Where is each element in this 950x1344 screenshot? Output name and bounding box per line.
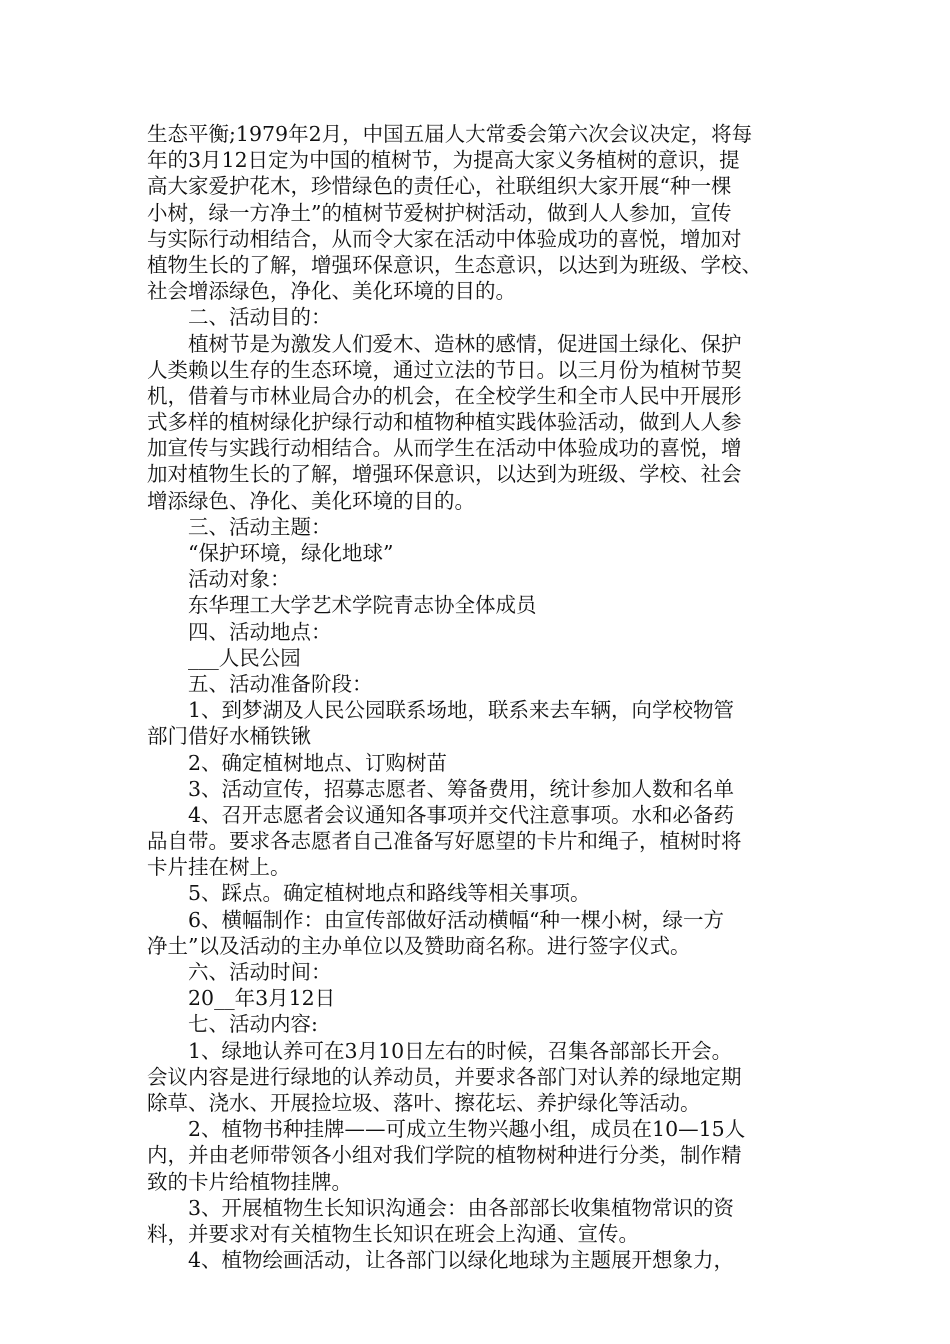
text-line: 小树，绿一方净土”的植树节爱树护树活动，做到人人参加，宣传 — [147, 200, 732, 225]
text-line: 植树节是为激发人们爱木、造林的感情，促进国土绿化、保护 — [147, 331, 742, 356]
text-line: 四、活动地点： — [147, 619, 332, 644]
text-line: 七、活动内容: — [147, 1012, 318, 1037]
document-body — [147, 121, 827, 1273]
text-line: 3、活动宣传，招募志愿者、筹备费用，统计参加人数和名单 — [147, 776, 735, 801]
text-line: 20__年3月12日 — [147, 986, 336, 1011]
text-line: 除草、浇水、开展捡垃圾、落叶、擦花坛、养护绿化等活动。 — [147, 1090, 701, 1115]
text-line: 6、横幅制作：由宣传部做好活动横幅“种一棵小树，绿一方 — [147, 907, 725, 932]
text-line: 1、到梦湖及人民公园联系场地，联系来去车辆，向学校物管 — [147, 698, 735, 723]
text-line: 二、活动目的： — [147, 305, 332, 330]
text-line: 4、召开志愿者会议通知各事项并交代注意事项。水和必备药 — [147, 802, 735, 827]
text-line: 料，并要求对有关植物生长知识在班会上沟通、宣传。 — [147, 1221, 639, 1246]
text-line: 高大家爱护花木，珍惜绿色的责任心，社联组织大家开展“种一棵 — [147, 174, 732, 199]
text-line: 内，并由老师带领各小组对我们学院的植物树种进行分类，制作精 — [147, 1143, 742, 1168]
text-line: 品自带。要求各志愿者自己准备写好愿望的卡片和绳子，植树时将 — [147, 829, 742, 854]
text-line: ___人民公园 — [147, 645, 301, 670]
text-line: 人类赖以生存的生态环境，通过立法的节日。以三月份为植树节契 — [147, 357, 742, 382]
text-line: 五、活动准备阶段： — [147, 671, 373, 696]
text-line: 东华理工大学艺术学院青志协全体成员 — [147, 593, 537, 618]
text-line: 社会增添绿色，净化、美化环境的目的。 — [147, 279, 516, 304]
text-line: 机，借着与市林业局合办的机会，在全校学生和全市人民中开展形 — [147, 383, 742, 408]
text-line: 卡片挂在树上。 — [147, 855, 291, 880]
text-line: 增添绿色、净化、美化环境的目的。 — [147, 488, 475, 513]
text-line: 活动对象： — [147, 567, 291, 592]
text-line: 加宣传与实践行动相结合。从而学生在活动中体验成功的喜悦，增 — [147, 436, 742, 461]
text-line: 六、活动时间： — [147, 960, 332, 984]
text-line: 致的卡片给植物挂牌。 — [147, 1169, 352, 1194]
text-line: 三、活动主题： — [147, 514, 332, 539]
text-line: 植物生长的了解，增强环保意识，生态意识，以达到为班级、学校、 — [147, 252, 762, 277]
text-line: 式多样的植树绿化护绿行动和植物种植实践体验活动，做到人人参 — [147, 410, 742, 435]
text-line: 部门借好水桶铁锹 — [147, 724, 311, 749]
text-line: 4、植物绘画活动，让各部门以绿化地球为主题展开想象力， — [147, 1248, 735, 1273]
text-line: 5、踩点。确定植树地点和路线等相关事项。 — [147, 881, 591, 906]
text-line: “保护环境，绿化地球” — [147, 541, 394, 565]
text-line: 生态平衡;1979年2月，中国五届人大常委会第六次会议决定，将每 — [147, 122, 753, 146]
text-line: 1、绿地认养可在3月10日左右的时候，召集各部部长开会。 — [147, 1038, 733, 1063]
text-line: 2、植物书种挂牌——可成立生物兴趣小组，成员在10—15人 — [147, 1117, 746, 1142]
text-line: 加对植物生长的了解，增强环保意识，以达到为班级、学校、社会 — [147, 462, 742, 487]
text-line: 与实际行动相结合，从而令大家在活动中体验成功的喜悦，增加对 — [147, 226, 742, 251]
text-line: 年的3月12日定为中国的植树节，为提高大家义务植树的意识，提 — [147, 148, 740, 173]
text-line: 净土”以及活动的主办单位以及赞助商名称。进行签字仪式。 — [147, 933, 691, 958]
text-line: 3、开展植物生长知识沟通会：由各部部长收集植物常识的资 — [147, 1195, 735, 1220]
text-line: 会议内容是进行绿地的认养动员，并要求各部门对认养的绿地定期 — [147, 1064, 742, 1089]
text-line: 2、确定植树地点、订购树苗 — [147, 750, 448, 775]
